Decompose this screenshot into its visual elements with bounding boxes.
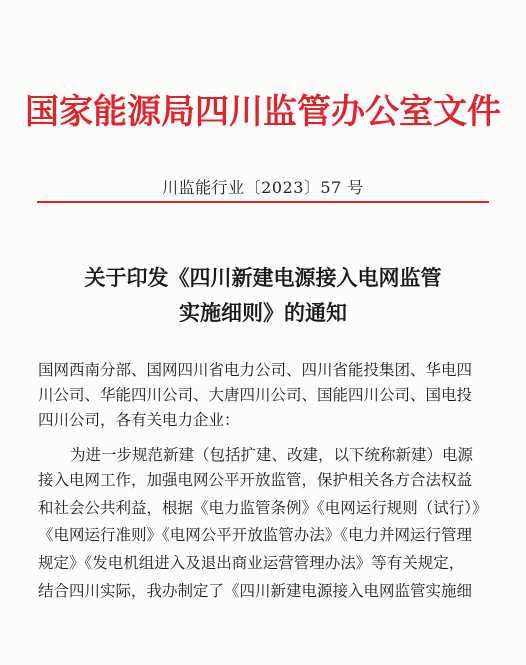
notice-title-line-2: 实施细则》的通知 <box>179 300 347 325</box>
issuer-header: 国家能源局四川监管办公室文件 <box>25 92 501 132</box>
body-line-4: 《电网运行准则》《电网公平开放监管办法》《电力并网运行管理 <box>38 526 473 544</box>
body-line-1: 为进一步规范新建（包括扩建、改建，以下统称新建）电源 <box>70 446 474 464</box>
body-line-2: 接入电网工作，加强电网公平开放监管，保护相关各方合法权益 <box>38 471 473 489</box>
recipients-line-1: 国网西南分部、国网四川省电力公司、四川省能投集团、华电四 <box>38 361 473 379</box>
recipients-line-3: 四川公司，各有关电力企业： <box>38 411 240 429</box>
body-line-3: 和社会公共利益，根据《电力监管条例》《电网运行规则（试行）》 <box>38 499 488 517</box>
body-line-5: 规定》《发电机组进入及退出商业运营管理办法》等有关规定， <box>38 554 465 572</box>
red-separator-line <box>37 201 489 203</box>
document-number: 川监能行业〔2023〕57 号 <box>162 178 364 197</box>
recipients-line-2: 川公司、华能四川公司、大唐四川公司、国能四川公司、国电投 <box>38 386 473 404</box>
body-line-6: 结合四川实际，我办制定了《四川新建电源接入电网监管实施细 <box>38 582 473 600</box>
notice-title-line-1: 关于印发《四川新建电源接入电网监管 <box>84 265 442 290</box>
